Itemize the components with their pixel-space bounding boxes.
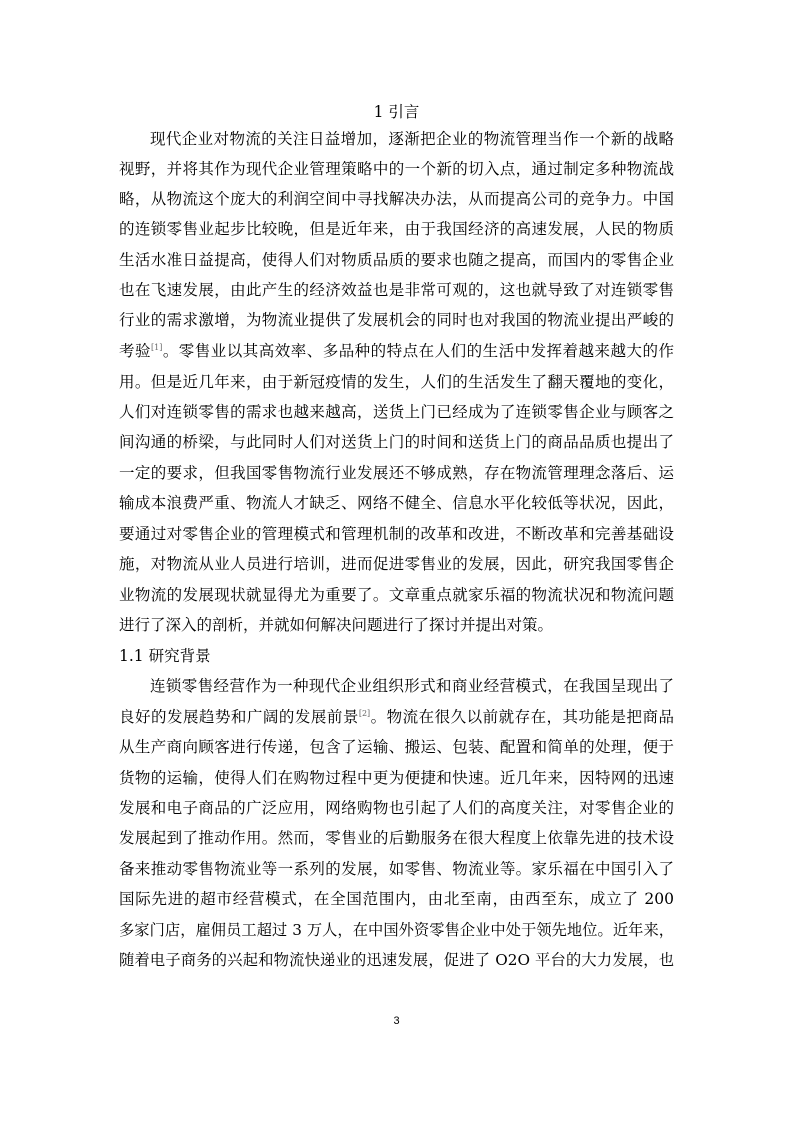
- paragraph-text: 。零售业以其高效率、多品种的特点在人们的生活中发挥着越来越大的作: [162, 342, 674, 360]
- paragraph-text: 。物流在很久以前就存在，其功能是把商品: [370, 708, 674, 726]
- paragraph-line: 多家门店，雇佣员工超过 3 万人，在中国外资零售企业中处于领先地位。近年来，: [119, 921, 674, 939]
- paragraph-line-with-citation: [119, 705, 674, 729]
- paragraph-line: 发展起到了推动作用。然而，零售业的后勤服务在很大程度上依靠先进的技术设: [119, 829, 674, 847]
- citation-marker: [2]: [358, 709, 371, 718]
- section-title: 1 引言: [373, 103, 420, 121]
- paragraph-line: 业物流的发展现状就显得尤为重要了。文章重点就家乐福的物流状况和物流问题: [119, 586, 674, 604]
- paragraph-line: 从生产商向顾客进行传递，包含了运输、搬运、包装、配置和简单的处理，便于: [119, 738, 674, 756]
- paragraph-line: 备来推动零售物流业等一系列的发展，如零售、物流业等。家乐福在中国引入了: [119, 860, 674, 878]
- citation-marker: [1]: [150, 343, 163, 352]
- paragraph-line: 随着电子商务的兴起和物流快递业的迅速发展，促进了 O2O 平台的大力发展，也: [119, 951, 674, 969]
- subsection-title: 1.1 研究背景: [119, 647, 211, 665]
- paragraph-line: 略，从物流这个庞大的利润空间中寻找解决办法，从而提高公司的竞争力。中国: [119, 190, 674, 208]
- paragraph-line: 间沟通的桥梁，与此同时人们对送货上门的时间和送货上门的商品品质也提出了: [119, 433, 674, 451]
- paragraph-line: 人们对连锁零售的需求也越来越高，送货上门已经成为了连锁零售企业与顾客之: [119, 403, 674, 421]
- paragraph-line: 货物的运输，使得人们在购物过程中更为便捷和快速。近几年来，因特网的迅速: [119, 769, 674, 787]
- paragraph-line: 现代企业对物流的关注日益增加，逐渐把企业的物流管理当作一个新的战略: [150, 130, 674, 148]
- paragraph-line-with-citation: [119, 339, 674, 363]
- page-number: 3: [393, 1015, 400, 1027]
- paragraph-line: 生活水准日益提高，使得人们对物质品质的要求也随之提高，而国内的零售企业: [119, 251, 674, 269]
- paragraph-line: 的连锁零售业起步比较晚，但是近年来，由于我国经济的高速发展，人民的物质: [119, 220, 674, 238]
- paragraph-text: 考验: [119, 342, 151, 360]
- paragraph-line: 发展和电子商品的广泛应用，网络购物也引起了人们的高度关注，对零售企业的: [119, 799, 674, 817]
- paragraph-line: 也在飞速发展，由此产生的经济效益也是非常可观的，这也就导致了对连锁零售: [119, 281, 674, 299]
- paragraph-line: 视野，并将其作为现代企业管理策略中的一个新的切入点，通过制定多种物流战: [119, 160, 674, 178]
- paragraph-line: 一定的要求，但我国零售物流行业发展还不够成熟，存在物流管理理念落后、运: [119, 464, 674, 482]
- paragraph-line: 要通过对零售企业的管理模式和管理机制的改革和改进，不断改革和完善基础设: [119, 525, 674, 543]
- paragraph-line: 国际先进的超市经营模式，在全国范围内，由北至南，由西至东，成立了 200: [119, 890, 674, 908]
- paragraph-text: 良好的发展趋势和广阔的发展前景: [119, 708, 359, 726]
- paragraph-line: 进行了深入的剖析，并就如何解决问题进行了探讨并提出对策。: [119, 616, 554, 634]
- paragraph-line: 行业的需求激增，为物流业提供了发展机会的同时也对我国的物流业提出严峻的: [119, 311, 674, 329]
- paragraph-line: 施，对物流从业人员进行培训，进而促进零售业的发展，因此，研究我国零售企: [119, 555, 674, 573]
- paragraph-line: 连锁零售经营作为一种现代企业组织形式和商业经营模式，在我国呈现出了: [150, 677, 674, 695]
- paragraph-line: 用。但是近几年来，由于新冠疫情的发生，人们的生活发生了翻天覆地的变化，: [119, 373, 674, 391]
- paragraph-line: 输成本浪费严重、物流人才缺乏、网络不健全、信息水平化较低等状况，因此，: [119, 494, 674, 512]
